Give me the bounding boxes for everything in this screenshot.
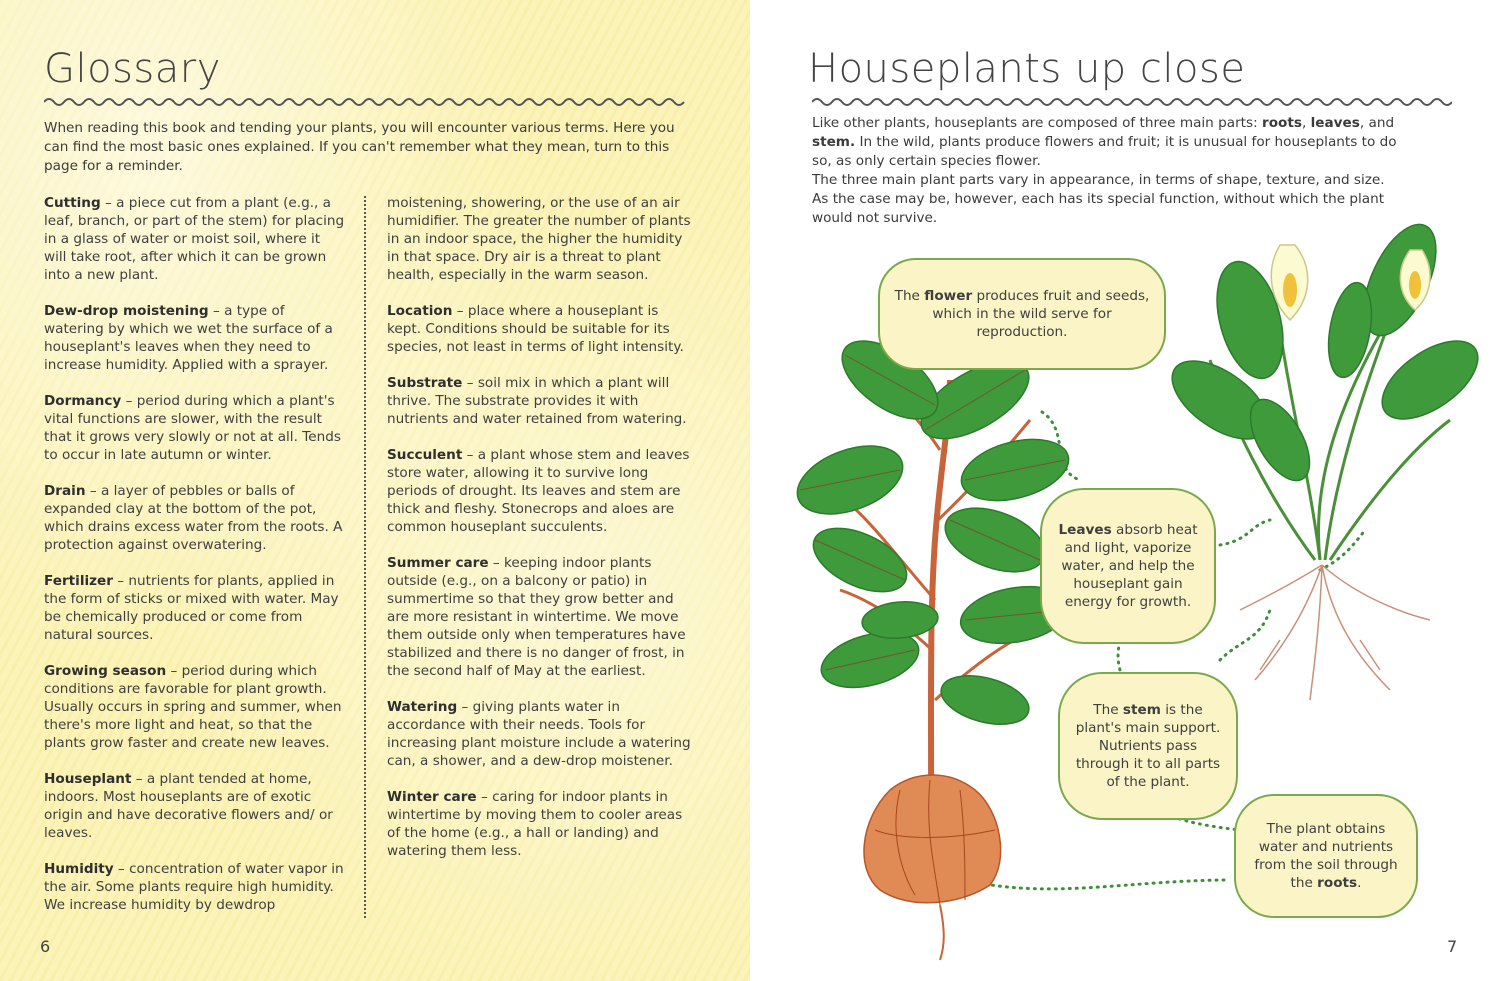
glossary-term: Fertilizer: [44, 573, 113, 589]
glossary-entry: [387, 788, 692, 860]
glossary-definition: – keeping indoor plants outside (e.g., on a balcony or patio) in summertime so that they grow better and are more resistant in wintertime. We move them outside only when temperatures have stabilized and there is no danger of frost, in the second half of May at the earliest.: [387, 555, 686, 679]
glossary-entry: [44, 302, 346, 374]
glossary-entry: [44, 860, 346, 914]
glossary-entry: [44, 392, 346, 464]
glossary-definition: – giving plants water in accordance with their needs. Tools for increasing plant moisture include a watering can, a shower, and a dew-drop moistener.: [387, 699, 691, 769]
glossary-entry: [44, 662, 346, 752]
glossary-definition: – period during which a plant's vital functions are slower, with the result that it grows very slowly or not at all. Tends to occur in late autumn or winter.: [44, 393, 341, 463]
callout-stem: The stem is the plant's main support. Nutrients pass through it to all parts of the plant.: [1058, 672, 1238, 820]
glossary-term: Cutting: [44, 195, 101, 211]
glossary-definition: – caring for indoor plants in wintertime by moving them to cooler areas of the home (e.g., a hall or landing) and watering them less.: [387, 789, 683, 859]
glossary-entry: [387, 302, 692, 356]
page-number: 6: [40, 937, 51, 956]
glossary-entry: [387, 194, 692, 284]
glossary-term: Dormancy: [44, 393, 122, 409]
glossary-definition: – a plant whose stem and leaves store water, allowing it to survive long periods of drought. Its leaves and stem are thick and fleshy. Stonecrops and aloes are common houseplant succulents.: [387, 447, 690, 535]
glossary-term: Watering: [387, 699, 458, 715]
glossary-entry: [44, 194, 346, 284]
glossary-term: Location: [387, 303, 453, 319]
glossary-term: Humidity: [44, 861, 114, 877]
peace-lily-illustration: [1159, 214, 1491, 700]
callout-flower: The flower produces fruit and seeds, which in the wild serve for reproduction.: [878, 258, 1166, 370]
right-page: [750, 0, 1500, 981]
glossary-term: Houseplant: [44, 771, 132, 787]
glossary-definition: – period during which conditions are favorable for plant growth. Usually occurs in spring and summer, when there's more light and heat, so that the plants grow faster and create new leaves.: [44, 663, 342, 751]
glossary-term: Growing season: [44, 663, 167, 679]
glossary-definition: – a type of watering by which we wet the surface of a houseplant's leaves when they need to increase humidity. Applied with a sprayer.: [44, 303, 333, 373]
glossary-definition: – a layer of pebbles or balls of expanded clay at the bottom of the pot, which drains excess water from the roots. A protection against overwatering.: [44, 483, 343, 553]
glossary-term: Drain: [44, 483, 86, 499]
glossary-definition: – soil mix in which a plant will thrive. The substrate provides it with nutrients and water retained from watering.: [387, 375, 687, 427]
glossary-term: Winter care: [387, 789, 477, 805]
glossary-definition: – a piece cut from a plant (e.g., a leaf, branch, or part of the stem) for placing in a glass of water or moist soil, where it will take root, after which it can be grown into a new plant.: [44, 195, 345, 283]
callout-roots: The plant obtains water and nutrients from the soil through the roots.: [1234, 794, 1418, 918]
glossary-term: Summer care: [387, 555, 489, 571]
glossary-entry: [44, 572, 346, 644]
glossary-entry: [387, 698, 692, 770]
page-title: Glossary: [44, 46, 221, 92]
glossary-definition: moistening, showering, or the use of an air humidifier. The greater the number of plants in an indoor space, the higher the humidity in that space. Dry air is a threat to plant health, especially in the warm season.: [387, 195, 691, 283]
glossary-entry: [387, 374, 692, 428]
glossary-term: Substrate: [387, 375, 463, 391]
glossary-definition: – a plant tended at home, indoors. Most houseplants are of exotic origin and have decorative flowers and/ or leaves.: [44, 771, 333, 841]
page-number: 7: [1447, 937, 1458, 956]
glossary-term: Succulent: [387, 447, 463, 463]
glossary-definition: – place where a houseplant is kept. Conditions should be suitable for its species, not least in terms of light intensity.: [387, 303, 684, 355]
leafy-plant-illustration: [788, 326, 1075, 960]
wavy-underline-icon: [44, 95, 686, 109]
glossary-entry: [44, 770, 346, 842]
callout-leaves: Leaves absorb heat and light, vaporize water, and help the houseplant gain energy for growth.: [1040, 488, 1216, 644]
glossary-entry: [387, 446, 692, 536]
glossary-intro: When reading this book and tending your plants, you will encounter various terms. Here you can find the most basic ones explained. If you can't remember what they mean, turn to this page for a reminder.: [44, 120, 675, 174]
glossary-definition: – nutrients for plants, applied in the form of sticks or mixed with water. May be chemically produced or come from natural sources.: [44, 573, 339, 643]
column-divider: [364, 196, 366, 918]
glossary-column-1: [44, 194, 346, 932]
glossary-column-2: [387, 194, 692, 878]
glossary-definition: – concentration of water vapor in the air. Some plants require high humidity. We increase humidity by dewdrop: [44, 861, 344, 913]
glossary-entry: [44, 482, 346, 554]
page-title: Houseplants up close: [808, 46, 1246, 92]
glossary-entry: [387, 554, 692, 680]
glossary-term: Dew-drop moistening: [44, 303, 209, 319]
section-intro: Like other plants, houseplants are composed of three main parts: roots, leaves, and stem. In the wild, plants produce flowers and fruit; it is unusual for houseplants to do so, as only certain species flower. The three main plant parts vary in appearance, in terms of shape, texture, and size. As the case may be, however, each has its special function, without which the plant would not survive.: [812, 115, 1397, 226]
